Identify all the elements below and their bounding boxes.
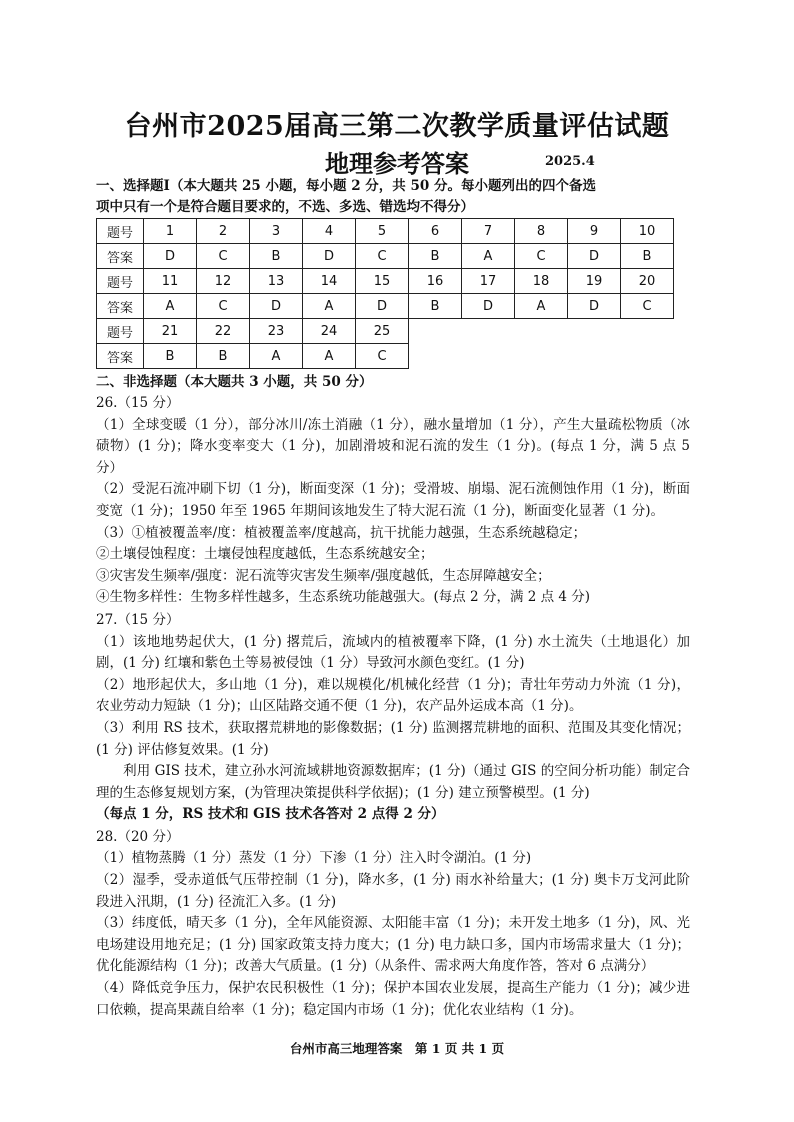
answer-cell: B (409, 244, 462, 269)
answer-paragraph: （2）受泥石流冲刷下切（1 分)，断面变深（1 分)；受滑坡、崩塌、泥石流侧蚀作用（1 分)，断面变宽（1 分)；1950 年至 1965 年期间该地发生了特大泥石流（1 分)，断面变化显著（1 分)。 (96, 481, 690, 519)
question-heading: 26.（15 分） (96, 395, 180, 411)
answer-cell: C (356, 244, 409, 269)
answer-paragraph: （3）利用 RS 技术，获取撂荒耕地的影像数据；(1 分) 监测撂荒耕地的面积、范围及其变化情况；(1 分) 评估修复效果。(1 分) (96, 719, 690, 758)
row-label-answer: 答案 (97, 344, 144, 369)
answer-paragraph: （每点 1 分，RS 技术和 GIS 技术各答对 2 点得 2 分） (96, 806, 445, 823)
row-label-question: 题号 (97, 319, 144, 344)
question-number-cell: 21 (144, 319, 197, 344)
question-number-cell: 9 (568, 219, 621, 244)
question-heading: 28.（20 分） (96, 828, 180, 845)
empty-cell (409, 344, 462, 369)
row-label-answer: 答案 (97, 244, 144, 269)
answer-row (97, 294, 674, 319)
answer-cell: C (197, 244, 250, 269)
page-title: 台州市2025届高三第二次教学质量评估试题 (124, 111, 670, 142)
answer-cell: D (144, 244, 197, 269)
answer-cell: B (197, 344, 250, 369)
answer-table (96, 218, 674, 369)
question-number-cell: 5 (356, 219, 409, 244)
answer-paragraph: （3）①植被覆盖率/度：植被覆盖率/度越高，抗干扰能力越强，生态系统越稳定； (96, 524, 587, 541)
answer-paragraph: ②土壤侵蚀程度：土壤侵蚀程度越低，生态系统越安全； (96, 546, 434, 563)
empty-cell (515, 319, 568, 344)
answer-cell: C (356, 344, 409, 369)
empty-cell (515, 344, 568, 369)
section1-heading-line1: 一、选择题Ⅰ（本大题共 25 小题，每小题 2 分，共 50 分。每小题列出的四个备选 (96, 178, 596, 194)
answer-cell: D (303, 244, 356, 269)
date-label: 2025.4 (545, 154, 595, 169)
section1-heading-line2: 项中只有一个是符合题目要求的，不选、多选、错选均不得分） (96, 199, 474, 215)
empty-cell (621, 319, 674, 344)
question-number-cell: 13 (250, 269, 303, 294)
section2-heading: 二、非选择题（本大题共 3 小题，共 50 分） (96, 374, 373, 390)
answer-paragraph: （1）全球变暖（1 分），部分冰川/冻土消融（1 分），融水量增加（1 分），产生大量疏松物质（冰碛物）(1 分)；降水变率变大（1 分)，加剧滑坡和泥石流的发生（1 分)。(每点 1 分，满 5 点 5 分） (96, 416, 690, 476)
answer-body (96, 392, 690, 1021)
question-number-cell: 22 (197, 319, 250, 344)
empty-cell (462, 319, 515, 344)
empty-cell (568, 344, 621, 369)
answer-cell: A (303, 344, 356, 369)
answer-paragraph: ③灾害发生频率/强度：泥石流等灾害发生频率/强度越低，生态屏障越安全； (96, 567, 551, 584)
question-number-cell: 11 (144, 269, 197, 294)
answer-cell: D (568, 294, 621, 319)
question-number-cell: 10 (621, 219, 674, 244)
answer-cell: D (250, 294, 303, 319)
page-subtitle: 地理参考答案 (325, 149, 469, 178)
question-number-cell: 6 (409, 219, 462, 244)
empty-cell (462, 344, 515, 369)
answer-cell: B (250, 244, 303, 269)
question-number-cell: 19 (568, 269, 621, 294)
question-heading: 27.（15 分） (96, 611, 180, 628)
answer-cell: B (621, 244, 674, 269)
question-number-cell: 20 (621, 269, 674, 294)
answer-cell: C (197, 294, 250, 319)
answer-cell: D (462, 294, 515, 319)
question-number-cell: 16 (409, 269, 462, 294)
question-number-cell: 25 (356, 319, 409, 344)
answer-cell: B (409, 294, 462, 319)
row-label-question: 题号 (97, 219, 144, 244)
answer-cell: A (515, 294, 568, 319)
question-number-cell: 4 (303, 219, 356, 244)
answer-paragraph: （1）植物蒸腾（1 分）蒸发（1 分）下渗（1 分）注入时令湖泊。(1 分) (96, 850, 532, 867)
answer-cell: D (568, 244, 621, 269)
section1-heading (96, 176, 696, 218)
row-label-question: 题号 (97, 269, 144, 294)
answer-cell: C (515, 244, 568, 269)
row-label-answer: 答案 (97, 294, 144, 319)
answer-cell: D (356, 294, 409, 319)
answer-cell: B (144, 344, 197, 369)
answer-paragraph: （2）地形起伏大，多山地（1 分)，难以规模化/机械化经营（1 分)；青壮年劳动力外流（1 分)，农业劳动力短缺（1 分)；山区陆路交通不便（1 分)，农产品外运成本高（1 分)。 (96, 676, 690, 715)
page-footer: 台州市高三地理答案 第 1 页 共 1 页 (289, 1041, 505, 1056)
question-number-cell: 3 (250, 219, 303, 244)
answer-paragraph: 利用 GIS 技术，建立孙水河流域耕地资源数据库；(1 分)（通过 GIS 的空间分析功能）制定合理的生态修复规划方案，(为管理决策提供科学依据)；(1 分) 建立预警模型。(1 分) (96, 763, 690, 801)
empty-cell (409, 319, 462, 344)
answer-cell: C (621, 294, 674, 319)
answer-paragraph: （1）该地地势起伏大，(1 分) 撂荒后，流域内的植被覆率下降，(1 分) 水土流失（土地退化）加剧，(1 分) 红壤和紫色土等易被侵蚀（1 分）导致河水颜色变红。(1 分) (96, 633, 690, 672)
question-number-cell: 2 (197, 219, 250, 244)
question-number-cell: 12 (197, 269, 250, 294)
question-number-cell: 18 (515, 269, 568, 294)
question-number-cell: 23 (250, 319, 303, 344)
question-number-row (97, 219, 674, 244)
empty-cell (621, 344, 674, 369)
answer-paragraph: （4）降低竞争压力，保护农民积极性（1 分)；保护本国农业发展，提高生产能力（1 分)；减少进口依赖，提高果蔬自给率（1 分)；稳定国内市场（1 分)；优化农业结构（1 分)。 (96, 980, 690, 1018)
answer-paragraph: ④生物多样性：生物多样性越多，生态系统功能越强大。(每点 2 分，满 2 点 4 分) (96, 589, 591, 606)
question-number-cell: 7 (462, 219, 515, 244)
question-number-cell: 14 (303, 269, 356, 294)
question-number-cell: 17 (462, 269, 515, 294)
empty-cell (568, 319, 621, 344)
answer-paragraph: （2）湿季，受赤道低气压带控制（1 分)，降水多，(1 分) 雨水补给量大；(1 分) 奥卡万戈河此阶段进入汛期，(1 分) 径流汇入多。(1 分) (96, 872, 690, 910)
answer-cell: A (462, 244, 515, 269)
answer-row (97, 344, 674, 369)
question-number-cell: 1 (144, 219, 197, 244)
question-number-cell: 24 (303, 319, 356, 344)
answer-row (97, 244, 674, 269)
question-number-row (97, 319, 674, 344)
answer-paragraph: （3）纬度低，晴天多（1 分)，全年风能资源、太阳能丰富（1 分)；未开发土地多（1 分)，风、光电场建设用地充足；(1 分) 国家政策支持力度大；(1 分) 电力缺口多，国内市场需求量大（1 分)；优化能源结构（1 分)；改善大气质量。(1 分)（从条件、需求两大角度作答，答对 6 点满分） (96, 915, 690, 975)
answer-cell: A (144, 294, 197, 319)
question-number-cell: 15 (356, 269, 409, 294)
answer-cell: A (303, 294, 356, 319)
answer-cell: A (250, 344, 303, 369)
subtitle-row (0, 144, 794, 178)
question-number-row (97, 269, 674, 294)
question-number-cell: 8 (515, 219, 568, 244)
